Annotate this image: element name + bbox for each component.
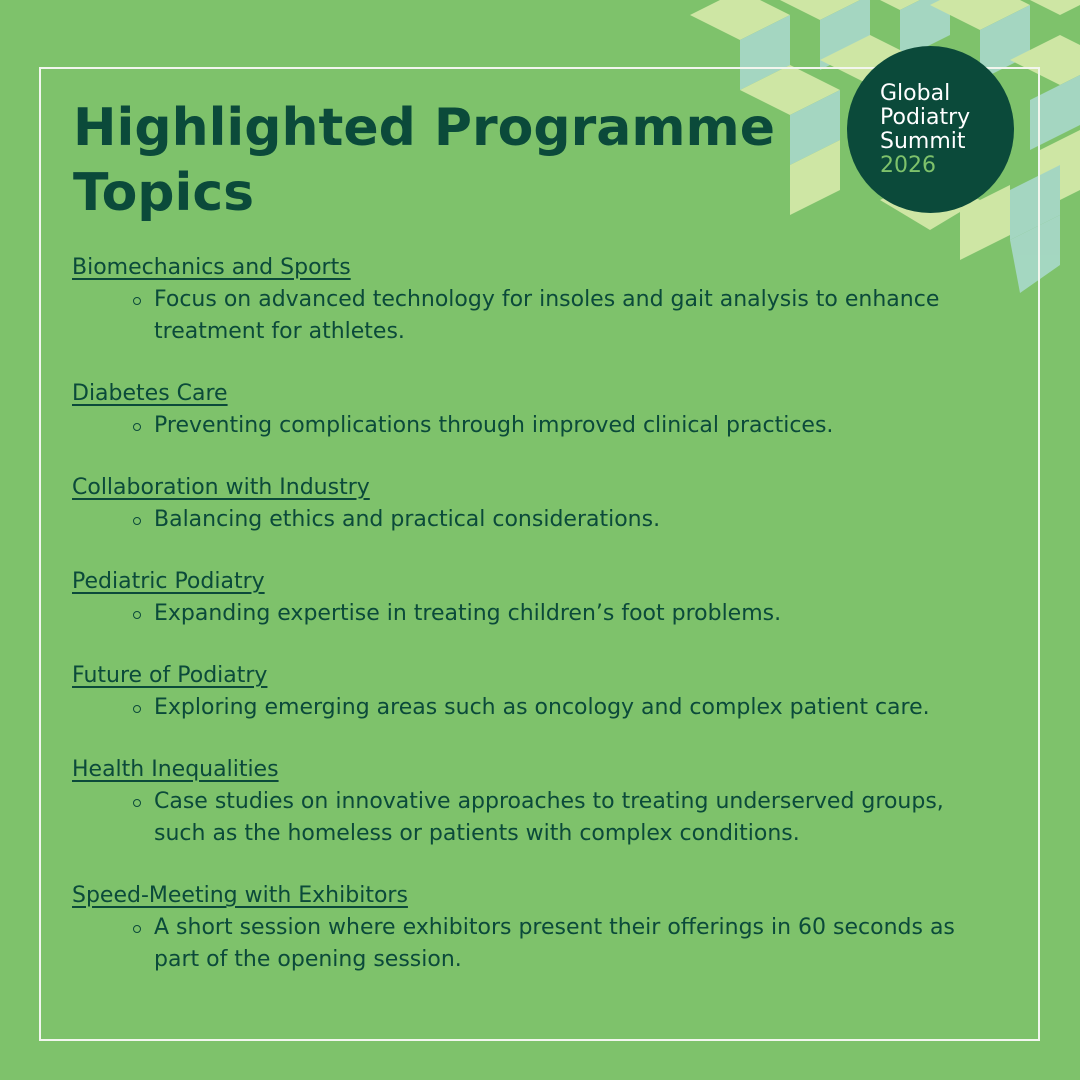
bullet-circle-icon xyxy=(133,611,141,619)
topic-description xyxy=(72,786,1002,850)
topic-heading-link[interactable]: Pediatric Podiatry xyxy=(72,569,265,594)
topic-description xyxy=(72,692,1002,724)
badge-line-podiatry: Podiatry xyxy=(880,104,971,130)
topic-description-text: Expanding expertise in treating children’s foot problems. xyxy=(154,601,782,626)
topic-description xyxy=(72,598,1002,630)
bullet-circle-icon xyxy=(133,297,141,305)
bullet-circle-icon xyxy=(133,517,141,525)
topic-item xyxy=(72,252,1002,348)
topic-heading-link[interactable]: Diabetes Care xyxy=(72,381,228,406)
page-title: Highlighted Programme Topics xyxy=(73,98,775,223)
topic-description-text: Case studies on innovative approaches to treating underserved groups, such as the homeless or patients with complex conditions. xyxy=(154,789,944,846)
topic-heading-link[interactable]: Speed-Meeting with Exhibitors xyxy=(72,883,408,908)
topic-item xyxy=(72,566,1002,630)
topic-heading-link[interactable]: Future of Podiatry xyxy=(72,663,268,688)
topic-description-text: Preventing complications through improved clinical practices. xyxy=(154,413,834,438)
topic-description-text: Exploring emerging areas such as oncology and complex patient care. xyxy=(154,695,930,720)
topics-list xyxy=(72,252,1002,1006)
topic-item xyxy=(72,880,1002,976)
topic-description xyxy=(72,410,1002,442)
topic-heading-link[interactable]: Health Inequalities xyxy=(72,757,279,782)
topic-description xyxy=(72,284,1002,348)
topic-item xyxy=(72,660,1002,724)
badge-line-summit: Summit xyxy=(880,128,966,154)
bullet-circle-icon xyxy=(133,705,141,713)
topic-description xyxy=(72,504,1002,536)
badge-line-global: Global xyxy=(880,80,951,106)
topic-item xyxy=(72,754,1002,850)
topic-heading-link[interactable]: Collaboration with Industry xyxy=(72,475,370,500)
topic-description-text: Balancing ethics and practical considerations. xyxy=(154,507,661,532)
topic-item xyxy=(72,472,1002,536)
summit-logo-badge xyxy=(847,46,1014,213)
topic-item xyxy=(72,378,1002,442)
topic-description xyxy=(72,912,1002,976)
topic-description-text: A short session where exhibitors present their offerings in 60 seconds as part of the opening session. xyxy=(154,915,955,972)
bullet-circle-icon xyxy=(133,423,141,431)
badge-year: 2026 xyxy=(880,152,936,178)
bullet-circle-icon xyxy=(133,925,141,933)
topic-description-text: Focus on advanced technology for insoles and gait analysis to enhance treatment for athletes. xyxy=(154,287,940,344)
bullet-circle-icon xyxy=(133,799,141,807)
topic-heading-link[interactable]: Biomechanics and Sports xyxy=(72,255,351,280)
